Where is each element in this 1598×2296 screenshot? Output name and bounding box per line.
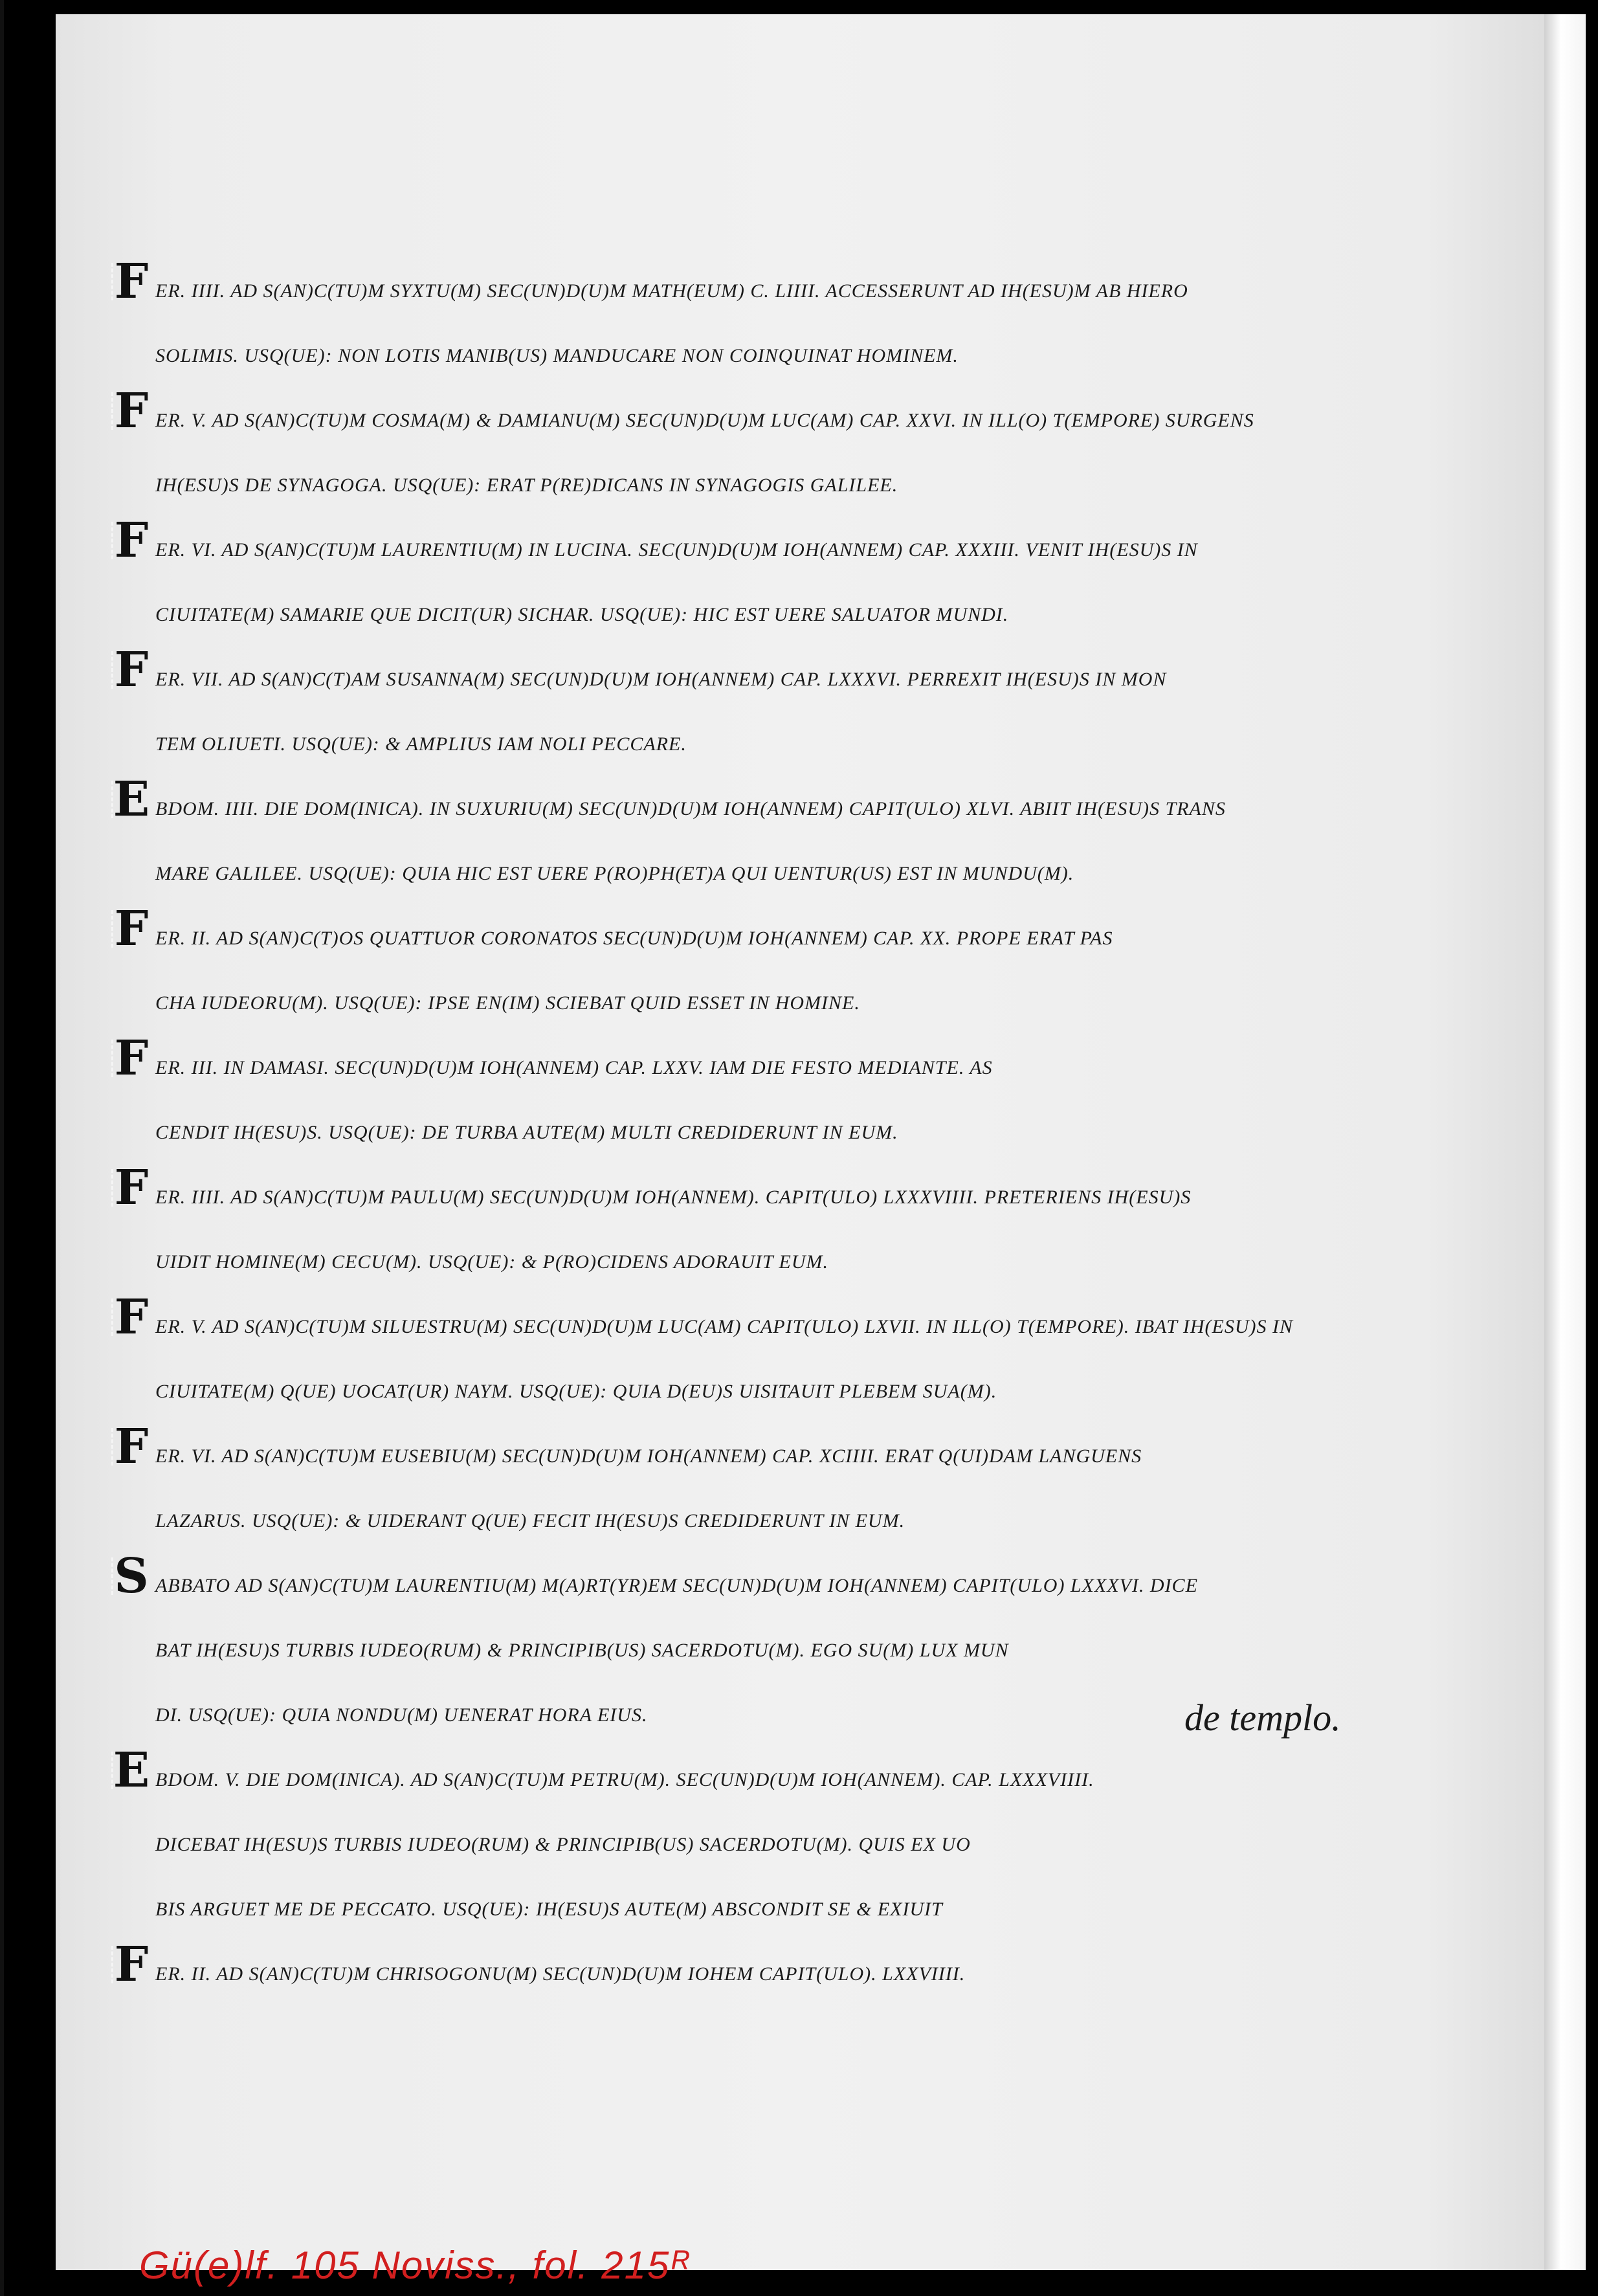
text-line: CENDIT IH(ESU)S. USQ(UE): DE TURBA AUTE(M) MULTI CREDIDERUNT IN EUM.	[155, 1122, 898, 1143]
photo-border	[0, 0, 4, 2296]
text-line: ER. II. AD S(AN)C(T)OS QUATTUOR CORONATOS SEC(UN)D(U)M IOH(ANNEM) CAP. XX. PROPE ERAT PAS	[155, 928, 1113, 949]
text-line: CIUITATE(M) Q(UE) UOCAT(UR) NAYM. USQ(UE): QUIA D(EU)S UISITAUIT PLEBEM SUA(M).	[155, 1381, 997, 1402]
lection-entry	[113, 772, 1495, 906]
facing-page-edge	[1544, 14, 1586, 2270]
lection-entry	[114, 642, 1495, 777]
decorated-initial: F	[109, 1161, 154, 1214]
text-line: DI. USQ(UE): QUIA NONDU(M) UENERAT HORA EIUS.	[155, 1704, 648, 1726]
text-line: CIUITATE(M) SAMARIE QUE DICIT(UR) SICHAR. USQ(UE): HIC EST UERE SALUATOR MUNDI.	[155, 604, 1009, 625]
text-line: ER. II. AD S(AN)C(TU)M CHRISOGONU(M) SEC(UN)D(U)M IOHEM CAPIT(ULO). LXXVIIII.	[155, 1963, 966, 1985]
lection-entry	[114, 254, 1495, 388]
decorated-initial: E	[109, 773, 154, 826]
text-line: ER. VI. AD S(AN)C(TU)M EUSEBIU(M) SEC(UN)D(U)M IOH(ANNEM) CAP. XCIIII. ERAT Q(UI)DAM LANGUENS	[155, 1445, 1142, 1467]
text-line: ER. IIII. AD S(AN)C(TU)M PAULU(M) SEC(UN)D(U)M IOH(ANNEM). CAPIT(ULO) LXXXVIIII. PRETERIENS IH(ESU)S	[155, 1187, 1192, 1208]
text-line: BDOM. V. DIE DOM(INICA). AD S(AN)C(TU)M PETRU(M). SEC(UN)D(U)M IOH(ANNEM). CAP. LXXXVIIII.	[155, 1769, 1094, 1790]
decorated-initial: F	[109, 1420, 154, 1473]
text-line: ER. VI. AD S(AN)C(TU)M LAURENTIU(M) IN LUCINA. SEC(UN)D(U)M IOH(ANNEM) CAP. XXXIII. VENIT IH(ESU)S IN	[155, 539, 1198, 561]
lection-entry	[114, 1937, 1495, 2007]
decorated-initial: F	[109, 385, 154, 438]
lection-entry	[113, 1743, 1495, 1942]
text-line: ER. V. AD S(AN)C(TU)M SILUESTRU(M) SEC(UN)D(U)M LUC(AM) CAPIT(ULO) LXVII. IN ILL(O) T(EMPORE). IBAT IH(ESU)S IN	[155, 1316, 1294, 1337]
text-line: ER. IIII. AD S(AN)C(TU)M SYXTU(M) SEC(UN)D(U)M MATH(EUM) C. LIIII. ACCESSERUNT AD IH(ESU)M AB HIERO	[155, 280, 1188, 302]
lection-entry	[114, 1419, 1495, 1554]
text-line: BAT IH(ESU)S TURBIS IUDEO(RUM) & PRINCIPIB(US) SACERDOTU(M). EGO SU(M) LUX MUN	[155, 1640, 1009, 1661]
lection-entry	[114, 513, 1495, 647]
decorated-initial: F	[109, 1032, 154, 1085]
decorated-initial: F	[109, 1291, 154, 1344]
decorated-initial: S	[109, 1550, 154, 1603]
lection-entry	[114, 383, 1495, 518]
lection-entry	[114, 1031, 1495, 1165]
text-line: ER. V. AD S(AN)C(TU)M COSMA(M) & DAMIANU(M) SEC(UN)D(U)M LUC(AM) CAP. XXVI. IN ILL(O) T(EMPORE) SURGENS	[155, 410, 1254, 431]
lection-entry	[114, 901, 1495, 1036]
text-line: MARE GALILEE. USQ(UE): QUIA HIC EST UERE P(RO)PH(ET)A QUI UENTUR(US) EST IN MUNDU(M).	[155, 863, 1074, 884]
text-line: UIDIT HOMINE(M) CECU(M). USQ(UE): & P(RO)CIDENS ADORAUIT EUM.	[155, 1251, 829, 1273]
text-line: IH(ESU)S DE SYNAGOGA. USQ(UE): ERAT P(RE)DICANS IN SYNAGOGIS GALILEE.	[155, 474, 898, 496]
decorated-initial: E	[109, 1744, 154, 1797]
decorated-initial: F	[109, 1938, 154, 1991]
decorated-initial: F	[109, 643, 154, 697]
decorated-initial: F	[109, 514, 154, 567]
text-line: LAZARUS. USQ(UE): & UIDERANT Q(UE) FECIT IH(ESU)S CREDIDERUNT IN EUM.	[155, 1510, 905, 1532]
shelfmark-annotation: Gü(e)lf. 105 Noviss., fol. 215ᴿ	[139, 2244, 689, 2287]
text-line: BDOM. IIII. DIE DOM(INICA). IN SUXURIU(M) SEC(UN)D(U)M IOH(ANNEM) CAPIT(ULO) XLVI. ABIIT IH(ESU)S TRANS	[155, 798, 1226, 819]
text-line: ER. III. IN DAMASI. SEC(UN)D(U)M IOH(ANNEM) CAP. LXXV. IAM DIE FESTO MEDIANTE. AS	[155, 1057, 993, 1078]
text-line: TEM OLIUETI. USQ(UE): & AMPLIUS IAM NOLI PECCARE.	[155, 733, 687, 755]
text-line: ABBATO AD S(AN)C(TU)M LAURENTIU(M) M(A)RT(YR)EM SEC(UN)D(U)M IOH(ANNEM) CAPIT(ULO) LXXXVI. DICE	[155, 1575, 1198, 1596]
decorated-initial: F	[109, 902, 154, 955]
text-line: ER. VII. AD S(AN)C(T)AM SUSANNA(M) SEC(UN)D(U)M IOH(ANNEM) CAP. LXXXVI. PERREXIT IH(ESU)S IN MON	[155, 669, 1167, 690]
text-line: SOLIMIS. USQ(UE): NON LOTIS MANIB(US) MANDUCARE NON COINQUINAT HOMINEM.	[155, 345, 959, 366]
decorated-initial: F	[109, 255, 154, 308]
text-line: DICEBAT IH(ESU)S TURBIS IUDEO(RUM) & PRINCIPIB(US) SACERDOTU(M). QUIS EX UO	[155, 1834, 971, 1855]
text-line: CHA IUDEORU(M). USQ(UE): IPSE EN(IM) SCIEBAT QUID ESSET IN HOMINE.	[155, 992, 860, 1014]
lection-entry	[114, 1289, 1495, 1424]
marginal-gloss: de templo.	[1184, 1697, 1341, 1739]
lection-entry	[114, 1160, 1495, 1295]
text-line: BIS ARGUET ME DE PECCATO. USQ(UE): IH(ESU)S AUTE(M) ABSCONDIT SE & EXIUIT	[155, 1899, 943, 1920]
